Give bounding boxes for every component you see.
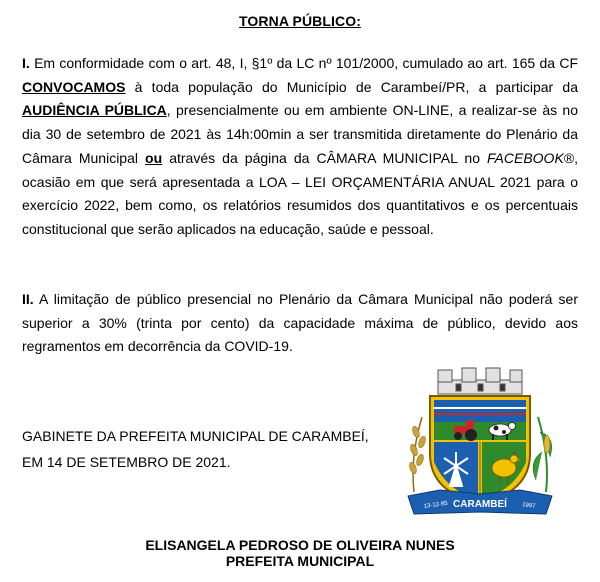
wheat-left-icon bbox=[408, 417, 427, 492]
document-title: TORNA PÚBLICO: bbox=[239, 13, 361, 29]
paragraph-1-text-b: à toda população do Município de Carambeí/PR, a participar da bbox=[125, 78, 578, 95]
paragraph-1-text-c: , presencialmente ou em ambiente ON-LINE, a realizar-se às no dia 30 de setembro de 2021 às 14h:00min a ser transmitida diretamente do Plenário da Câmara Municipal bbox=[22, 102, 578, 166]
paragraph-limitation bbox=[22, 288, 578, 359]
banner-year-right: 1997 bbox=[521, 502, 536, 510]
facebook-emphasis: FACEBOOK® bbox=[487, 149, 575, 166]
crest-banner bbox=[408, 490, 552, 514]
banner-date-left: 13-12-95 bbox=[423, 500, 449, 510]
shield-icon bbox=[430, 396, 530, 504]
ou-emphasis: ou bbox=[145, 149, 163, 166]
paragraph-2-text: A limitação de público presencial no Plenário da Câmara Municipal não poderá ser superior a 30% (trinta por cento) da capacidade máxima de público, devido aos regramentos em decorrência da COVID-19. bbox=[22, 291, 578, 355]
paragraph-2-label: II. bbox=[22, 291, 34, 307]
signer-name: ELISANGELA PEDROSO DE OLIVEIRA NUNES bbox=[145, 537, 455, 553]
date-line: EM 14 DE SETEMBRO DE 2021. bbox=[22, 454, 231, 470]
audiencia-publica-emphasis: AUDIÊNCIA PÚBLICA bbox=[22, 102, 167, 119]
paragraph-1-label: I. bbox=[22, 55, 30, 71]
municipal-crest-icon bbox=[400, 362, 560, 522]
paragraph-1-text-a: Em conformidade com o art. 48, I, §1º da LC nº 101/2000, cumulado ao art. 165 da CF bbox=[29, 55, 578, 71]
paragraph-1-text-d: através da página da CÂMARA MUNICIPAL no bbox=[162, 149, 488, 166]
paragraph-convocation bbox=[22, 52, 578, 242]
paragraph-1-text-e: , ocasião em que será apresentada a LOA – LEI ORÇAMENTÁRIA ANUAL 2021 para o exercício 2022, bem como, os relatórios resumidos dos quantitativos e os percentuais constitucional que serão aplicados na educação, saúde e pessoal. bbox=[22, 149, 578, 237]
gabinete-line: GABINETE DA PREFEITA MUNICIPAL DE CARAMBEÍ, bbox=[22, 428, 369, 444]
mural-crown-icon bbox=[438, 368, 522, 394]
banner-city-name: CARAMBEÍ bbox=[453, 499, 507, 510]
corn-right-icon bbox=[533, 417, 552, 492]
convocamos-emphasis: CONVOCAMOS bbox=[22, 78, 126, 95]
signer-title: PREFEITA MUNICIPAL bbox=[225, 553, 375, 569]
